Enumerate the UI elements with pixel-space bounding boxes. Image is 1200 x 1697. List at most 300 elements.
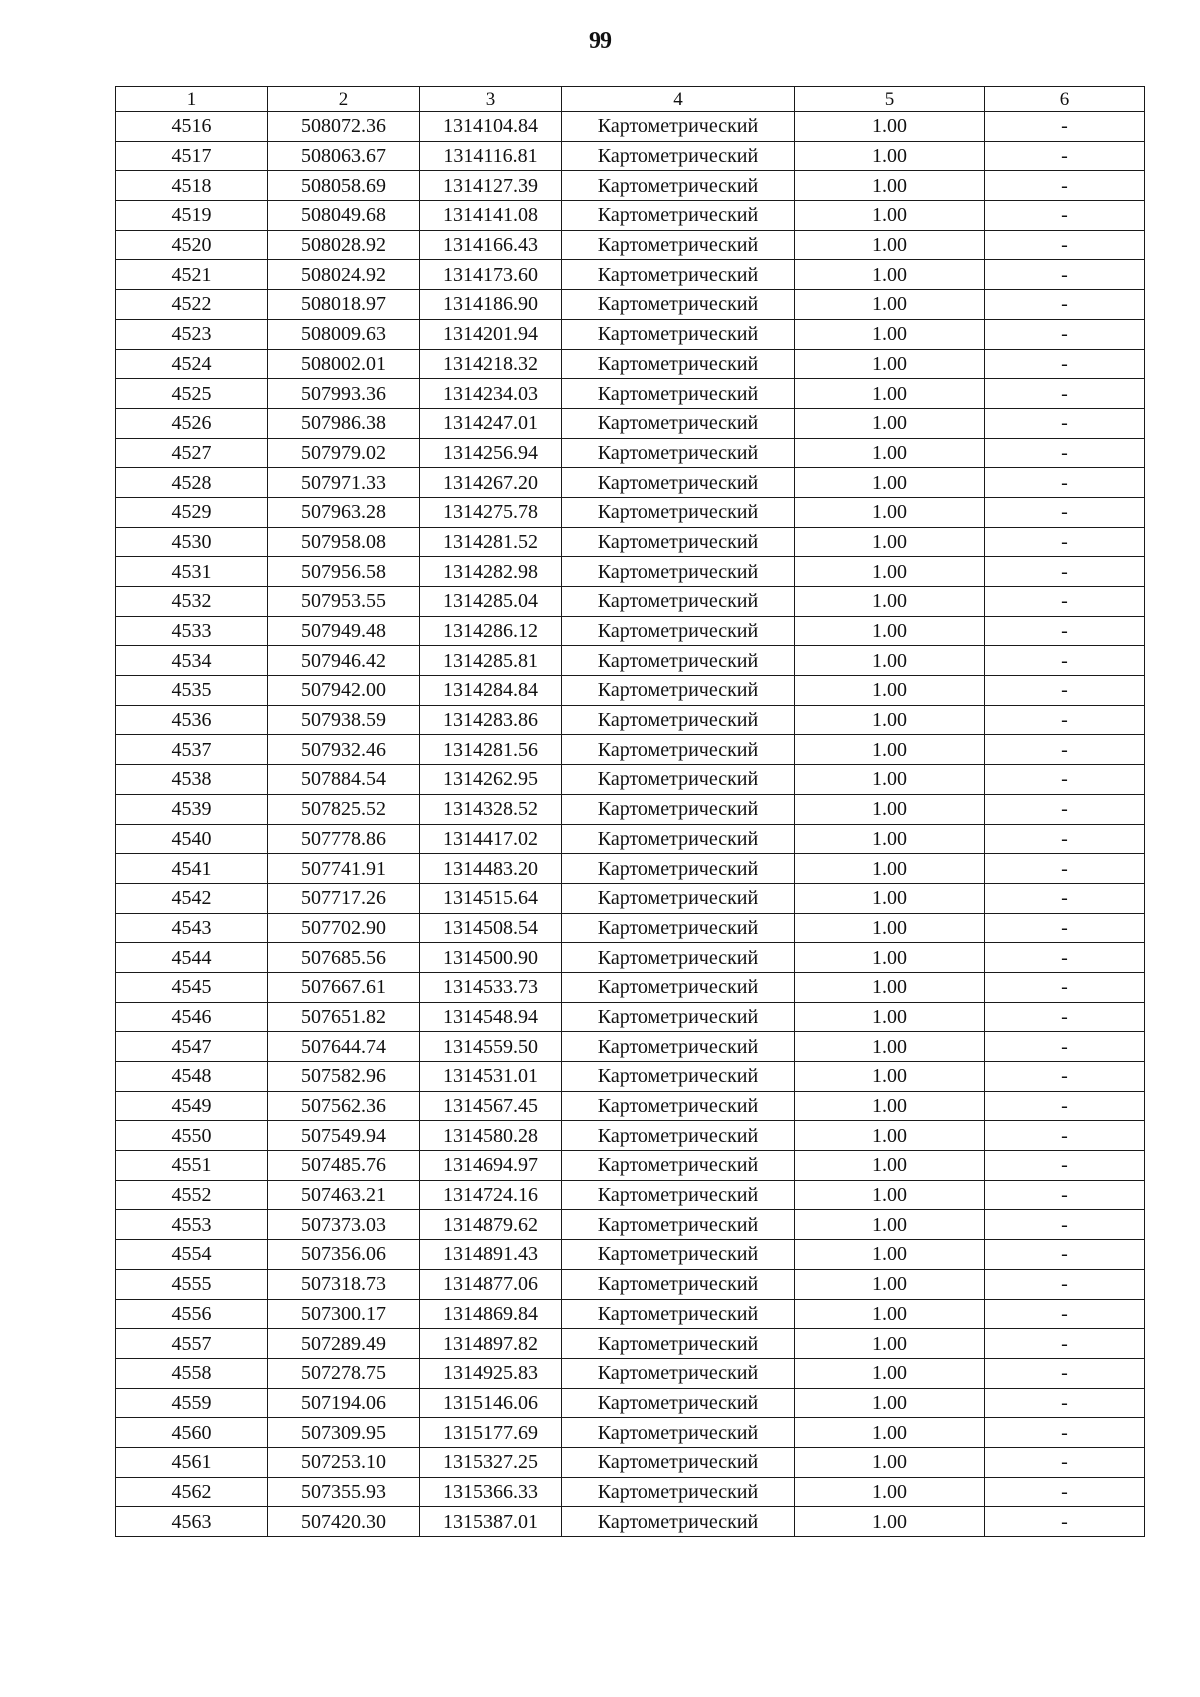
point-number-cell: 4551	[116, 1151, 268, 1181]
y-coordinate-cell: 1314281.52	[420, 527, 562, 557]
table-row	[116, 260, 1145, 290]
note-cell: -	[985, 616, 1145, 646]
y-coordinate-cell: 1314234.03	[420, 379, 562, 409]
y-coordinate-cell: 1314897.82	[420, 1329, 562, 1359]
table-row	[116, 972, 1145, 1002]
x-coordinate-cell: 507194.06	[268, 1388, 420, 1418]
method-cell: Картометрический	[562, 1477, 795, 1507]
y-coordinate-cell: 1314285.04	[420, 587, 562, 617]
note-cell: -	[985, 497, 1145, 527]
point-number-cell: 4526	[116, 408, 268, 438]
point-number-cell: 4547	[116, 1032, 268, 1062]
y-coordinate-cell: 1315366.33	[420, 1477, 562, 1507]
method-cell: Картометрический	[562, 972, 795, 1002]
x-coordinate-cell: 507825.52	[268, 794, 420, 824]
method-cell: Картометрический	[562, 1269, 795, 1299]
y-coordinate-cell: 1314879.62	[420, 1210, 562, 1240]
method-cell: Картометрический	[562, 1299, 795, 1329]
y-coordinate-cell: 1314186.90	[420, 290, 562, 320]
header-cell-2: 2	[268, 87, 420, 112]
point-number-cell: 4537	[116, 735, 268, 765]
table-row	[116, 1121, 1145, 1151]
table-row	[116, 468, 1145, 498]
point-number-cell: 4549	[116, 1091, 268, 1121]
point-number-cell: 4519	[116, 201, 268, 231]
note-cell: -	[985, 587, 1145, 617]
accuracy-cell: 1.00	[795, 379, 985, 409]
y-coordinate-cell: 1314548.94	[420, 1002, 562, 1032]
y-coordinate-cell: 1314724.16	[420, 1180, 562, 1210]
method-cell: Картометрический	[562, 230, 795, 260]
table-row	[116, 646, 1145, 676]
x-coordinate-cell: 507549.94	[268, 1121, 420, 1151]
method-cell: Картометрический	[562, 735, 795, 765]
accuracy-cell: 1.00	[795, 230, 985, 260]
note-cell: -	[985, 913, 1145, 943]
accuracy-cell: 1.00	[795, 408, 985, 438]
note-cell: -	[985, 379, 1145, 409]
x-coordinate-cell: 507963.28	[268, 497, 420, 527]
note-cell: -	[985, 1240, 1145, 1270]
y-coordinate-cell: 1314104.84	[420, 112, 562, 142]
table-row	[116, 527, 1145, 557]
y-coordinate-cell: 1314285.81	[420, 646, 562, 676]
y-coordinate-cell: 1314284.84	[420, 676, 562, 706]
accuracy-cell: 1.00	[795, 112, 985, 142]
note-cell: -	[985, 112, 1145, 142]
point-number-cell: 4523	[116, 319, 268, 349]
accuracy-cell: 1.00	[795, 260, 985, 290]
method-cell: Картометрический	[562, 1151, 795, 1181]
x-coordinate-cell: 508072.36	[268, 112, 420, 142]
note-cell: -	[985, 794, 1145, 824]
table-row	[116, 1418, 1145, 1448]
point-number-cell: 4527	[116, 438, 268, 468]
method-cell: Картометрический	[562, 1032, 795, 1062]
x-coordinate-cell: 507971.33	[268, 468, 420, 498]
table-row	[116, 587, 1145, 617]
table-row	[116, 497, 1145, 527]
point-number-cell: 4556	[116, 1299, 268, 1329]
y-coordinate-cell: 1314567.45	[420, 1091, 562, 1121]
table-row	[116, 1240, 1145, 1270]
note-cell: -	[985, 141, 1145, 171]
x-coordinate-cell: 507309.95	[268, 1418, 420, 1448]
header-cell-4: 4	[562, 87, 795, 112]
note-cell: -	[985, 468, 1145, 498]
table-row	[116, 1358, 1145, 1388]
y-coordinate-cell: 1315387.01	[420, 1507, 562, 1537]
x-coordinate-cell: 507651.82	[268, 1002, 420, 1032]
accuracy-cell: 1.00	[795, 1358, 985, 1388]
table-row	[116, 913, 1145, 943]
table-row	[116, 438, 1145, 468]
method-cell: Картометрический	[562, 527, 795, 557]
table-row	[116, 854, 1145, 884]
table-row	[116, 1151, 1145, 1181]
accuracy-cell: 1.00	[795, 676, 985, 706]
accuracy-cell: 1.00	[795, 527, 985, 557]
accuracy-cell: 1.00	[795, 616, 985, 646]
point-number-cell: 4560	[116, 1418, 268, 1448]
x-coordinate-cell: 507420.30	[268, 1507, 420, 1537]
accuracy-cell: 1.00	[795, 765, 985, 795]
y-coordinate-cell: 1314483.20	[420, 854, 562, 884]
method-cell: Картометрический	[562, 854, 795, 884]
accuracy-cell: 1.00	[795, 468, 985, 498]
point-number-cell: 4528	[116, 468, 268, 498]
note-cell: -	[985, 972, 1145, 1002]
x-coordinate-cell: 508049.68	[268, 201, 420, 231]
x-coordinate-cell: 507956.58	[268, 557, 420, 587]
y-coordinate-cell: 1314877.06	[420, 1269, 562, 1299]
y-coordinate-cell: 1314533.73	[420, 972, 562, 1002]
point-number-cell: 4554	[116, 1240, 268, 1270]
point-number-cell: 4553	[116, 1210, 268, 1240]
note-cell: -	[985, 290, 1145, 320]
y-coordinate-cell: 1314694.97	[420, 1151, 562, 1181]
table-row	[116, 171, 1145, 201]
accuracy-cell: 1.00	[795, 1121, 985, 1151]
x-coordinate-cell: 507932.46	[268, 735, 420, 765]
point-number-cell: 4536	[116, 705, 268, 735]
point-number-cell: 4516	[116, 112, 268, 142]
point-number-cell: 4563	[116, 1507, 268, 1537]
point-number-cell: 4529	[116, 497, 268, 527]
y-coordinate-cell: 1314925.83	[420, 1358, 562, 1388]
x-coordinate-cell: 507717.26	[268, 883, 420, 913]
accuracy-cell: 1.00	[795, 201, 985, 231]
x-coordinate-cell: 507884.54	[268, 765, 420, 795]
point-number-cell: 4532	[116, 587, 268, 617]
table-row	[116, 290, 1145, 320]
point-number-cell: 4548	[116, 1062, 268, 1092]
method-cell: Картометрический	[562, 1210, 795, 1240]
method-cell: Картометрический	[562, 260, 795, 290]
point-number-cell: 4544	[116, 943, 268, 973]
y-coordinate-cell: 1314531.01	[420, 1062, 562, 1092]
x-coordinate-cell: 508058.69	[268, 171, 420, 201]
table-row	[116, 1002, 1145, 1032]
y-coordinate-cell: 1315177.69	[420, 1418, 562, 1448]
x-coordinate-cell: 508002.01	[268, 349, 420, 379]
point-number-cell: 4555	[116, 1269, 268, 1299]
point-number-cell: 4541	[116, 854, 268, 884]
table-row	[116, 1299, 1145, 1329]
method-cell: Картометрический	[562, 705, 795, 735]
note-cell: -	[985, 1091, 1145, 1121]
method-cell: Картометрический	[562, 616, 795, 646]
note-cell: -	[985, 1062, 1145, 1092]
y-coordinate-cell: 1314116.81	[420, 141, 562, 171]
table-row	[116, 616, 1145, 646]
note-cell: -	[985, 527, 1145, 557]
accuracy-cell: 1.00	[795, 705, 985, 735]
y-coordinate-cell: 1314127.39	[420, 171, 562, 201]
table-row	[116, 112, 1145, 142]
accuracy-cell: 1.00	[795, 497, 985, 527]
accuracy-cell: 1.00	[795, 883, 985, 913]
note-cell: -	[985, 260, 1145, 290]
x-coordinate-cell: 507253.10	[268, 1447, 420, 1477]
y-coordinate-cell: 1314559.50	[420, 1032, 562, 1062]
y-coordinate-cell: 1314262.95	[420, 765, 562, 795]
accuracy-cell: 1.00	[795, 735, 985, 765]
coordinates-table	[115, 86, 1145, 1537]
y-coordinate-cell: 1314267.20	[420, 468, 562, 498]
note-cell: -	[985, 1269, 1145, 1299]
accuracy-cell: 1.00	[795, 1299, 985, 1329]
x-coordinate-cell: 507278.75	[268, 1358, 420, 1388]
method-cell: Картометрический	[562, 646, 795, 676]
note-cell: -	[985, 1329, 1145, 1359]
accuracy-cell: 1.00	[795, 913, 985, 943]
note-cell: -	[985, 557, 1145, 587]
x-coordinate-cell: 507741.91	[268, 854, 420, 884]
note-cell: -	[985, 765, 1145, 795]
point-number-cell: 4522	[116, 290, 268, 320]
point-number-cell: 4558	[116, 1358, 268, 1388]
table-row	[116, 557, 1145, 587]
x-coordinate-cell: 507993.36	[268, 379, 420, 409]
method-cell: Картометрический	[562, 1091, 795, 1121]
note-cell: -	[985, 201, 1145, 231]
accuracy-cell: 1.00	[795, 1477, 985, 1507]
point-number-cell: 4517	[116, 141, 268, 171]
x-coordinate-cell: 507562.36	[268, 1091, 420, 1121]
method-cell: Картометрический	[562, 379, 795, 409]
y-coordinate-cell: 1314580.28	[420, 1121, 562, 1151]
x-coordinate-cell: 508063.67	[268, 141, 420, 171]
accuracy-cell: 1.00	[795, 1388, 985, 1418]
y-coordinate-cell: 1314141.08	[420, 201, 562, 231]
table-row	[116, 319, 1145, 349]
method-cell: Картометрический	[562, 824, 795, 854]
accuracy-cell: 1.00	[795, 1240, 985, 1270]
x-coordinate-cell: 507485.76	[268, 1151, 420, 1181]
point-number-cell: 4531	[116, 557, 268, 587]
y-coordinate-cell: 1314201.94	[420, 319, 562, 349]
x-coordinate-cell: 507463.21	[268, 1180, 420, 1210]
accuracy-cell: 1.00	[795, 1447, 985, 1477]
accuracy-cell: 1.00	[795, 171, 985, 201]
table-row	[116, 883, 1145, 913]
y-coordinate-cell: 1314282.98	[420, 557, 562, 587]
point-number-cell: 4559	[116, 1388, 268, 1418]
table-row	[116, 1062, 1145, 1092]
method-cell: Картометрический	[562, 676, 795, 706]
y-coordinate-cell: 1314275.78	[420, 497, 562, 527]
table-row	[116, 1210, 1145, 1240]
accuracy-cell: 1.00	[795, 1210, 985, 1240]
point-number-cell: 4538	[116, 765, 268, 795]
method-cell: Картометрический	[562, 1062, 795, 1092]
point-number-cell: 4533	[116, 616, 268, 646]
y-coordinate-cell: 1314256.94	[420, 438, 562, 468]
x-coordinate-cell: 507685.56	[268, 943, 420, 973]
accuracy-cell: 1.00	[795, 972, 985, 1002]
table-row	[116, 1477, 1145, 1507]
x-coordinate-cell: 507289.49	[268, 1329, 420, 1359]
method-cell: Картометрический	[562, 794, 795, 824]
method-cell: Картометрический	[562, 913, 795, 943]
note-cell: -	[985, 1418, 1145, 1448]
table-row	[116, 1180, 1145, 1210]
x-coordinate-cell: 508009.63	[268, 319, 420, 349]
method-cell: Картометрический	[562, 1002, 795, 1032]
x-coordinate-cell: 507778.86	[268, 824, 420, 854]
y-coordinate-cell: 1314173.60	[420, 260, 562, 290]
x-coordinate-cell: 507667.61	[268, 972, 420, 1002]
point-number-cell: 4539	[116, 794, 268, 824]
y-coordinate-cell: 1314281.56	[420, 735, 562, 765]
method-cell: Картометрический	[562, 1358, 795, 1388]
x-coordinate-cell: 507979.02	[268, 438, 420, 468]
y-coordinate-cell: 1315146.06	[420, 1388, 562, 1418]
accuracy-cell: 1.00	[795, 824, 985, 854]
point-number-cell: 4525	[116, 379, 268, 409]
point-number-cell: 4557	[116, 1329, 268, 1359]
y-coordinate-cell: 1314508.54	[420, 913, 562, 943]
note-cell: -	[985, 1507, 1145, 1537]
point-number-cell: 4562	[116, 1477, 268, 1507]
method-cell: Картометрический	[562, 349, 795, 379]
accuracy-cell: 1.00	[795, 1180, 985, 1210]
note-cell: -	[985, 1388, 1145, 1418]
method-cell: Картометрический	[562, 290, 795, 320]
note-cell: -	[985, 438, 1145, 468]
table-row	[116, 735, 1145, 765]
point-number-cell: 4535	[116, 676, 268, 706]
note-cell: -	[985, 646, 1145, 676]
y-coordinate-cell: 1314286.12	[420, 616, 562, 646]
method-cell: Картометрический	[562, 201, 795, 231]
note-cell: -	[985, 1477, 1145, 1507]
table-row	[116, 1032, 1145, 1062]
method-cell: Картометрический	[562, 557, 795, 587]
page-number: 99	[589, 28, 611, 54]
point-number-cell: 4540	[116, 824, 268, 854]
x-coordinate-cell: 507318.73	[268, 1269, 420, 1299]
y-coordinate-cell: 1315327.25	[420, 1447, 562, 1477]
x-coordinate-cell: 507702.90	[268, 913, 420, 943]
point-number-cell: 4545	[116, 972, 268, 1002]
x-coordinate-cell: 507953.55	[268, 587, 420, 617]
accuracy-cell: 1.00	[795, 290, 985, 320]
method-cell: Картометрический	[562, 765, 795, 795]
note-cell: -	[985, 1447, 1145, 1477]
accuracy-cell: 1.00	[795, 349, 985, 379]
x-coordinate-cell: 507938.59	[268, 705, 420, 735]
table-header	[116, 87, 1145, 112]
method-cell: Картометрический	[562, 943, 795, 973]
method-cell: Картометрический	[562, 438, 795, 468]
note-cell: -	[985, 230, 1145, 260]
table-row	[116, 824, 1145, 854]
table-row	[116, 408, 1145, 438]
y-coordinate-cell: 1314218.32	[420, 349, 562, 379]
y-coordinate-cell: 1314283.86	[420, 705, 562, 735]
header-row	[116, 87, 1145, 112]
x-coordinate-cell: 507356.06	[268, 1240, 420, 1270]
method-cell: Картометрический	[562, 112, 795, 142]
accuracy-cell: 1.00	[795, 1002, 985, 1032]
x-coordinate-cell: 507986.38	[268, 408, 420, 438]
note-cell: -	[985, 1002, 1145, 1032]
note-cell: -	[985, 1121, 1145, 1151]
point-number-cell: 4542	[116, 883, 268, 913]
y-coordinate-cell: 1314328.52	[420, 794, 562, 824]
header-cell-3: 3	[420, 87, 562, 112]
accuracy-cell: 1.00	[795, 1329, 985, 1359]
table-row	[116, 1091, 1145, 1121]
y-coordinate-cell: 1314515.64	[420, 883, 562, 913]
table-row	[116, 141, 1145, 171]
x-coordinate-cell: 507582.96	[268, 1062, 420, 1092]
accuracy-cell: 1.00	[795, 854, 985, 884]
accuracy-cell: 1.00	[795, 1091, 985, 1121]
method-cell: Картометрический	[562, 141, 795, 171]
x-coordinate-cell: 507644.74	[268, 1032, 420, 1062]
x-coordinate-cell: 507942.00	[268, 676, 420, 706]
table-row	[116, 1329, 1145, 1359]
method-cell: Картометрический	[562, 1418, 795, 1448]
table-row	[116, 794, 1145, 824]
table-body	[116, 112, 1145, 1537]
method-cell: Картометрический	[562, 1447, 795, 1477]
note-cell: -	[985, 171, 1145, 201]
note-cell: -	[985, 408, 1145, 438]
table-row	[116, 379, 1145, 409]
table-row	[116, 1507, 1145, 1537]
x-coordinate-cell: 507300.17	[268, 1299, 420, 1329]
table-row	[116, 1269, 1145, 1299]
method-cell: Картометрический	[562, 1180, 795, 1210]
note-cell: -	[985, 883, 1145, 913]
y-coordinate-cell: 1314417.02	[420, 824, 562, 854]
note-cell: -	[985, 319, 1145, 349]
accuracy-cell: 1.00	[795, 1269, 985, 1299]
x-coordinate-cell: 507946.42	[268, 646, 420, 676]
note-cell: -	[985, 943, 1145, 973]
table-row	[116, 349, 1145, 379]
note-cell: -	[985, 824, 1145, 854]
method-cell: Картометрический	[562, 319, 795, 349]
point-number-cell: 4524	[116, 349, 268, 379]
accuracy-cell: 1.00	[795, 943, 985, 973]
method-cell: Картометрический	[562, 171, 795, 201]
table-row	[116, 943, 1145, 973]
x-coordinate-cell: 507355.93	[268, 1477, 420, 1507]
x-coordinate-cell: 508024.92	[268, 260, 420, 290]
accuracy-cell: 1.00	[795, 557, 985, 587]
note-cell: -	[985, 1151, 1145, 1181]
header-cell-5: 5	[795, 87, 985, 112]
note-cell: -	[985, 854, 1145, 884]
table-row	[116, 676, 1145, 706]
x-coordinate-cell: 507949.48	[268, 616, 420, 646]
point-number-cell: 4534	[116, 646, 268, 676]
table-row	[116, 765, 1145, 795]
point-number-cell: 4543	[116, 913, 268, 943]
note-cell: -	[985, 705, 1145, 735]
accuracy-cell: 1.00	[795, 587, 985, 617]
method-cell: Картометрический	[562, 497, 795, 527]
accuracy-cell: 1.00	[795, 1032, 985, 1062]
y-coordinate-cell: 1314869.84	[420, 1299, 562, 1329]
point-number-cell: 4520	[116, 230, 268, 260]
x-coordinate-cell: 508018.97	[268, 290, 420, 320]
